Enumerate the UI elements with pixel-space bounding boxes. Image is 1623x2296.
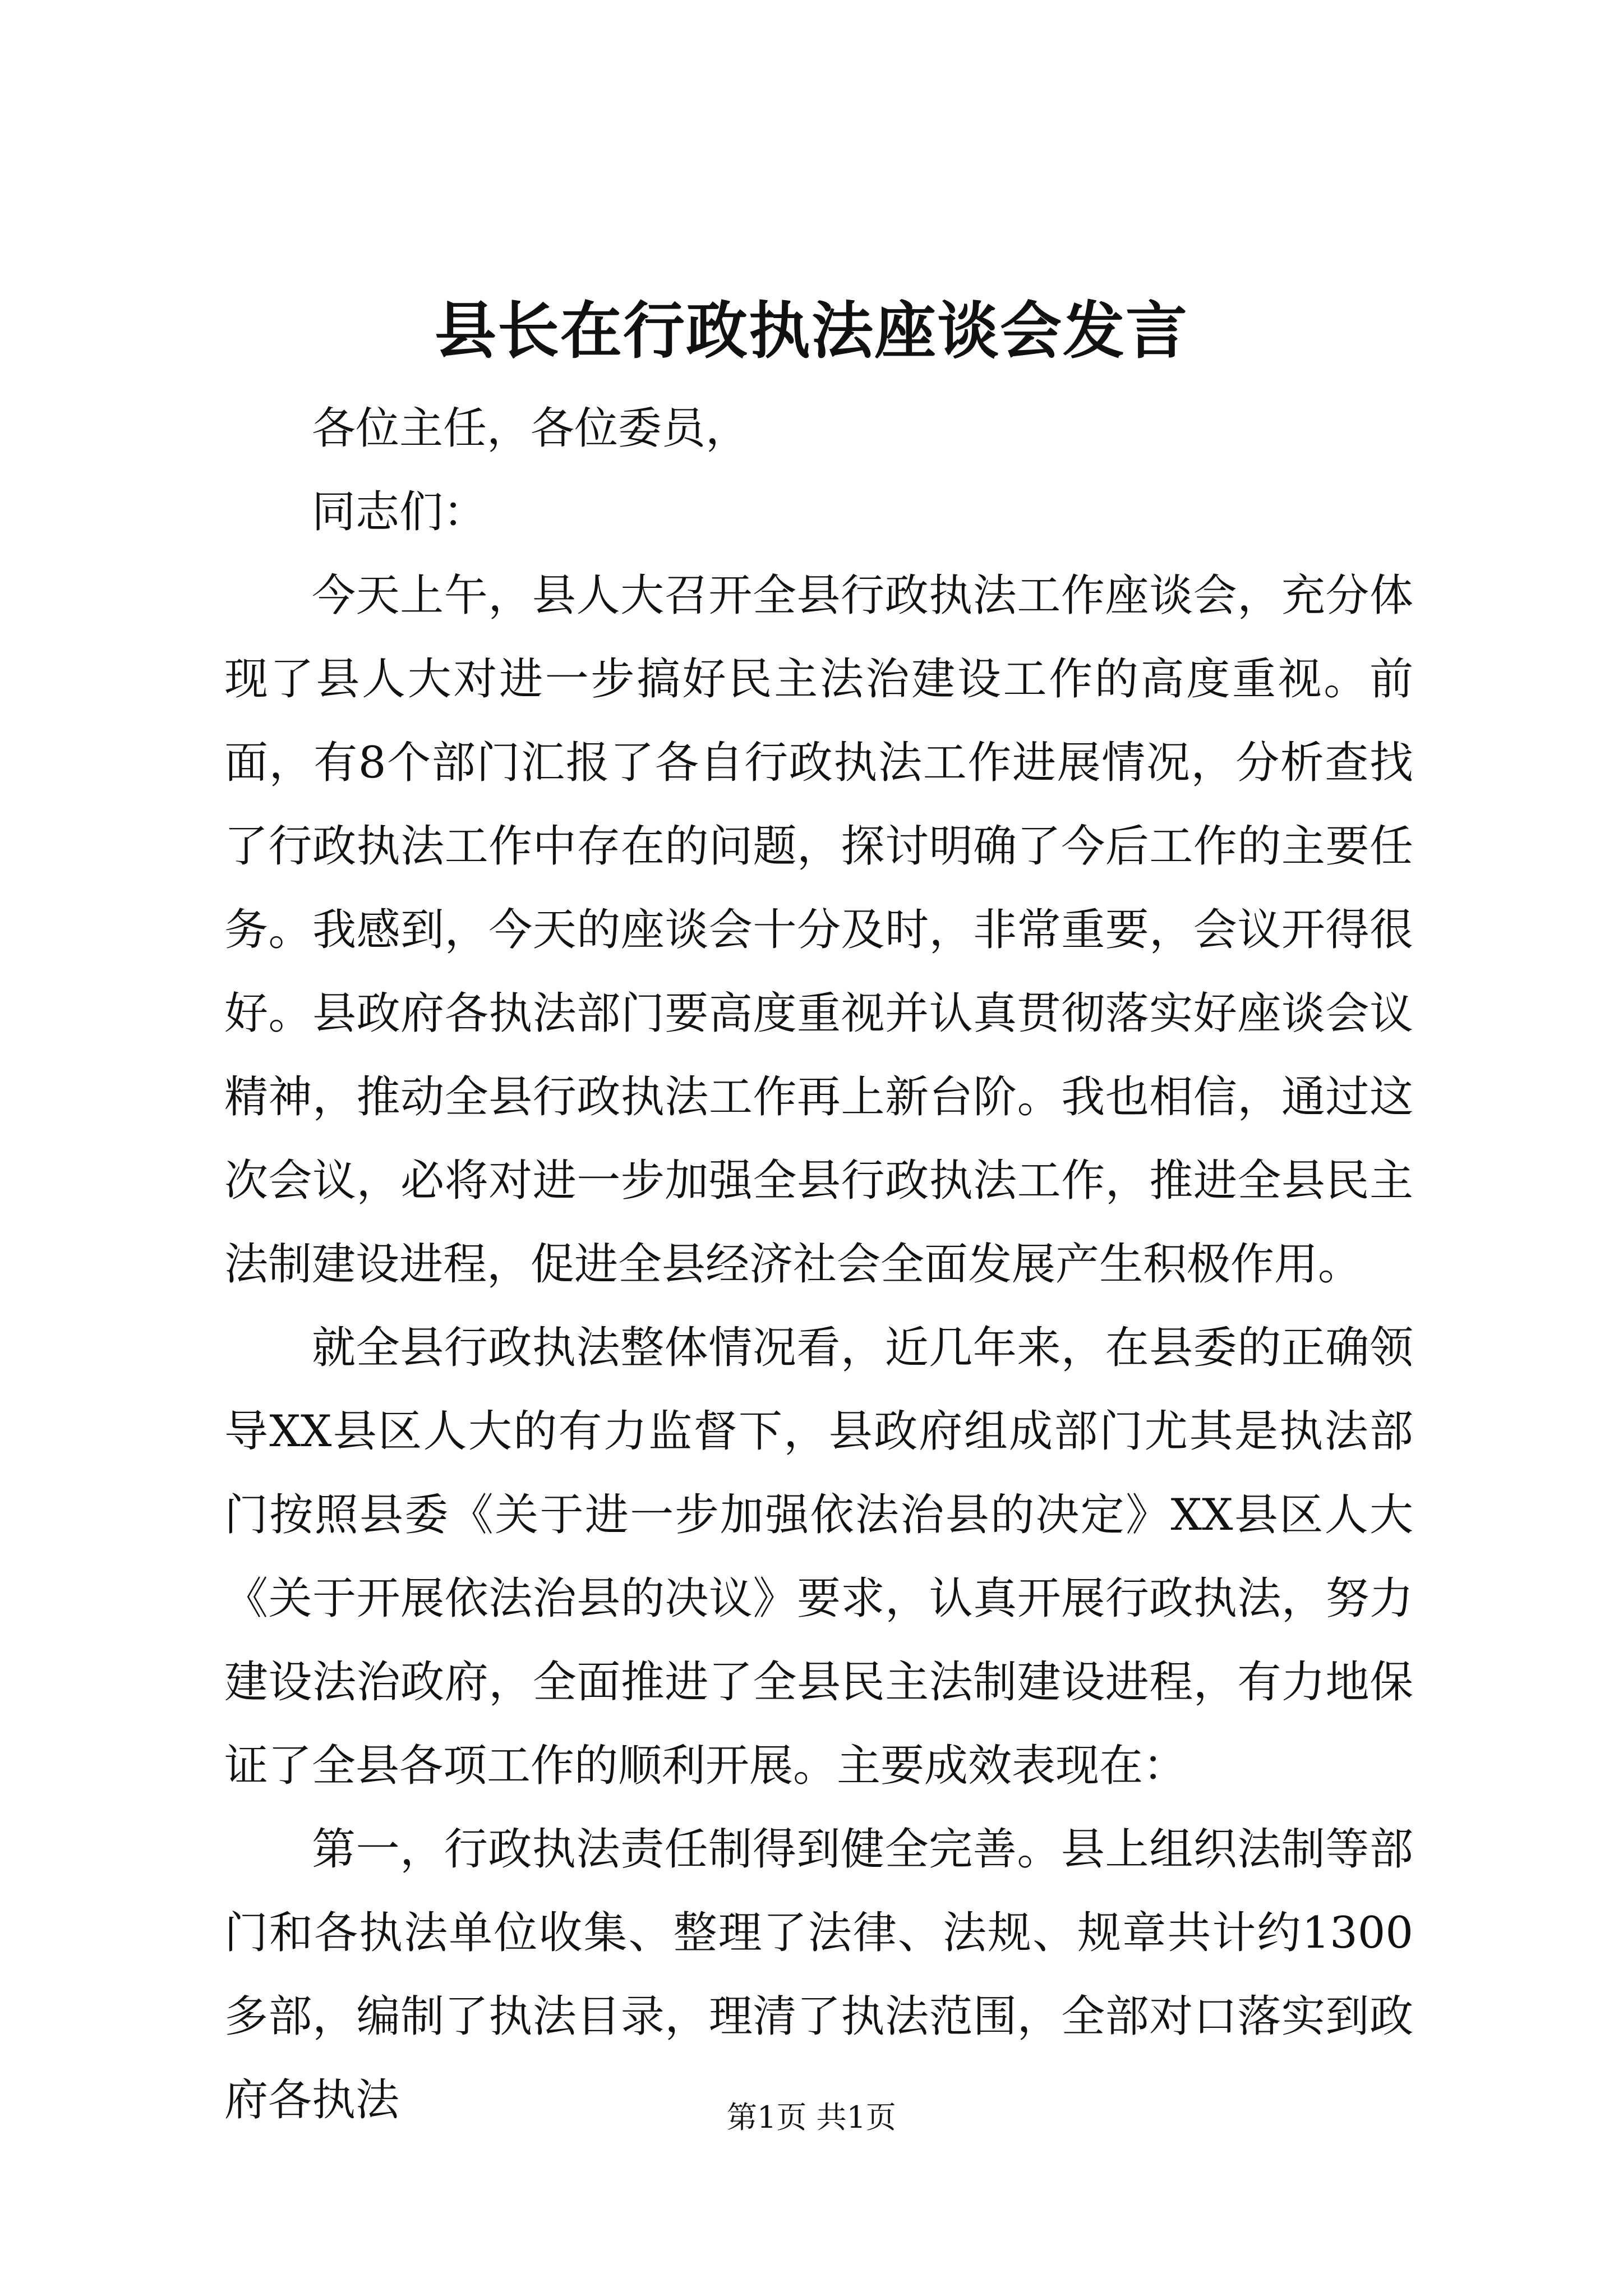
greeting-line: 同志们： — [312, 487, 487, 537]
document-body — [224, 387, 1413, 2142]
document-title: 县长在行政执法座谈会发言 — [435, 295, 1188, 367]
paragraph-intro: 今天上午，县人大召开全县行政执法工作座谈会，充分体现了县人大对进一步搞好民主法治建设工作的高度重视。前面，有8个部门汇报了各自行政执法工作进展情况，分析查找了行政执法工作中存在的问题，探讨明确了今后工作的主要任务。我感到，今天的座谈会十分及时，非常重要，会议开得很好。县政府各执法部门要高度重视并认真贯彻落实好座谈会议精神，推动全县行政执法工作再上新台阶。我也相信，通过这次会议，必将对进一步加强全县行政执法工作，推进全县民主法制建设进程，促进全县经济社会全面发展产生积极作用。 — [224, 570, 1413, 1290]
paragraph-overview: 就全县行政执法整体情况看，近几年来，在县委的正确领导XX县区人大的有力监督下，县政府组成部门尤其是执法部门按照县委《关于进一步加强依法治县的决定》XX县区人大《关于开展依法治县的决议》要求，认真开展行政执法，努力建设法治政府，全面推进了全县民主法制建设进程，有力地保证了全县各项工作的顺利开展。主要成效表现在： — [224, 1323, 1413, 1791]
paragraph-first-point: 第一，行政执法责任制得到健全完善。县上组织法制等部门和各执法单位收集、整理了法律、法规、规章共计约1300多部，编制了执法目录，理清了执法范围，全部对口落实到政府各执法 — [224, 1824, 1413, 2125]
salutation-line: 各位主任，各位委员， — [312, 403, 750, 454]
page-footer: 第1页 共1页 — [727, 2100, 896, 2135]
